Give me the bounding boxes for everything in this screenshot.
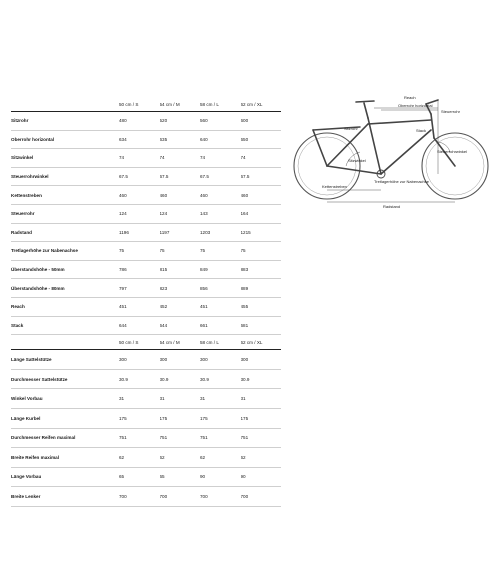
- table-row: [11, 467, 281, 487]
- table-cell: 889: [241, 279, 282, 298]
- column-header: 50 cm / S: [119, 97, 160, 112]
- table-cell: 175: [200, 408, 241, 428]
- table-cell: 644: [160, 316, 201, 335]
- table-cell: 700: [200, 487, 241, 507]
- row-label: Kettenstreben: [11, 186, 119, 205]
- diagram-label-sitzwinkel: Sitzwinkel: [348, 158, 366, 163]
- column-header: 58 cm / L: [200, 97, 241, 112]
- row-label: Stack: [11, 316, 119, 335]
- table-cell: 75: [200, 242, 241, 261]
- table-cell: 635: [160, 130, 201, 149]
- table-cell: 823: [160, 279, 201, 298]
- table-cell: 1203: [200, 223, 241, 242]
- row-label: Länge Vorbau: [11, 467, 119, 487]
- table-cell: 75: [241, 242, 282, 261]
- diagram-label-radstand: Radstand: [383, 204, 401, 209]
- table-cell: 700: [119, 487, 160, 507]
- row-label: Breite Reifen maximal: [11, 448, 119, 468]
- table-cell: 751: [160, 428, 201, 448]
- table-cell: 460: [241, 186, 282, 205]
- table-cell: 62: [241, 448, 282, 468]
- diagram-label-steuerrohr: Steuerrohr: [441, 109, 460, 114]
- table-header-row: [11, 335, 281, 350]
- table-cell: 74: [119, 149, 160, 168]
- table-cell: 175: [160, 408, 201, 428]
- row-label: Sitzrohr: [11, 112, 119, 131]
- table-row: [11, 186, 281, 205]
- table-cell: 75: [119, 242, 160, 261]
- table-cell: 67.5: [160, 167, 201, 186]
- table-row: [11, 279, 281, 298]
- row-label: Länge Kurbel: [11, 408, 119, 428]
- table-cell: 480: [119, 112, 160, 131]
- table-cell: 751: [241, 428, 282, 448]
- table-cell: 460: [200, 186, 241, 205]
- column-header: [11, 335, 119, 350]
- row-label: Steuerrohr: [11, 204, 119, 223]
- bike-geometry-diagram: [288, 90, 493, 215]
- table-row: [11, 112, 281, 131]
- table-cell: 644: [119, 316, 160, 335]
- row-label: Oberrohr horizontal: [11, 130, 119, 149]
- table-cell: 143: [200, 204, 241, 223]
- table-cell: 849: [200, 260, 241, 279]
- row-label: Radstand: [11, 223, 119, 242]
- diagram-label-reach: Reach: [404, 95, 416, 100]
- table-cell: 751: [200, 428, 241, 448]
- geometry-table-frame: [11, 97, 281, 335]
- bike-drawing: [288, 90, 493, 215]
- diagram-label-stack: Stack: [416, 128, 427, 133]
- table-cell: 74: [241, 149, 282, 168]
- column-header: 62 cm / XL: [241, 97, 282, 112]
- table-cell: 175: [241, 408, 282, 428]
- column-header: 58 cm / L: [200, 335, 241, 350]
- diagram-label-steuerrohrwinkel: Steuerrohrwinkel: [437, 149, 468, 154]
- table-cell: 31: [160, 389, 201, 409]
- table-cell: 62: [119, 448, 160, 468]
- table-cell: 67.5: [200, 167, 241, 186]
- table-cell: 700: [241, 487, 282, 507]
- table-cell: 1196: [119, 223, 160, 242]
- table-cell: 30.9: [241, 369, 282, 389]
- table-cell: 451: [200, 297, 241, 316]
- table-cell: 452: [160, 297, 201, 316]
- table-row: [11, 130, 281, 149]
- row-label: Überstandshöhe - 80mm: [11, 279, 119, 298]
- table-cell: 30.9: [119, 369, 160, 389]
- diagram-label-oberrohr: Oberrohr horizontal: [398, 103, 433, 108]
- table-cell: 661: [200, 316, 241, 335]
- table-cell: 560: [200, 112, 241, 131]
- table-cell: 300: [119, 350, 160, 370]
- table-cell: 65: [119, 467, 160, 487]
- diagram-label-kettenstreben: Kettenstreben: [322, 184, 347, 189]
- table-cell: 90: [241, 467, 282, 487]
- column-header: 62 cm / XL: [241, 335, 282, 350]
- table-cell: 30.9: [200, 369, 241, 389]
- table-cell: 75: [160, 242, 201, 261]
- table-cell: 300: [200, 350, 241, 370]
- diagram-label-sitzrohr: Sitzrohr: [344, 126, 358, 131]
- table-cell: 883: [241, 260, 282, 279]
- table-row: [11, 242, 281, 261]
- table-cell: 62: [160, 448, 201, 468]
- table-row: [11, 350, 281, 370]
- table-row: [11, 369, 281, 389]
- column-header: 54 cm / M: [160, 97, 201, 112]
- table-cell: 650: [241, 130, 282, 149]
- table-row: [11, 428, 281, 448]
- table-row: [11, 223, 281, 242]
- row-label: Durchmesser Reifen maximal: [11, 428, 119, 448]
- table-cell: 451: [119, 297, 160, 316]
- row-label: Steuerrohrwinkel: [11, 167, 119, 186]
- table-cell: 67.5: [119, 167, 160, 186]
- table-cell: 124: [119, 204, 160, 223]
- table-cell: 460: [160, 186, 201, 205]
- table-cell: 815: [160, 260, 201, 279]
- table-cell: 31: [119, 389, 160, 409]
- table-row: [11, 316, 281, 335]
- table-cell: 600: [241, 112, 282, 131]
- table-cell: 164: [241, 204, 282, 223]
- table-row: [11, 408, 281, 428]
- table-cell: 634: [119, 130, 160, 149]
- table-cell: 1197: [160, 223, 201, 242]
- table-cell: 300: [241, 350, 282, 370]
- table-cell: 30.9: [160, 369, 201, 389]
- table-cell: 300: [160, 350, 201, 370]
- table-cell: 520: [160, 112, 201, 131]
- table-cell: 455: [241, 297, 282, 316]
- table-cell: 751: [119, 428, 160, 448]
- table-cell: 62: [200, 448, 241, 468]
- table-row: [11, 448, 281, 468]
- table-cell: 67.5: [241, 167, 282, 186]
- table-cell: 65: [160, 467, 201, 487]
- table-cell: 90: [200, 467, 241, 487]
- table-row: [11, 297, 281, 316]
- row-label: Sitzwinkel: [11, 149, 119, 168]
- table-cell: 175: [119, 408, 160, 428]
- column-header: [11, 97, 119, 112]
- table-header-row: [11, 97, 281, 112]
- table-cell: 856: [200, 279, 241, 298]
- table-cell: 640: [200, 130, 241, 149]
- row-label: Winkel Vorbau: [11, 389, 119, 409]
- table-cell: 31: [200, 389, 241, 409]
- table-row: [11, 487, 281, 507]
- geometry-tables: [11, 97, 281, 507]
- table-row: [11, 260, 281, 279]
- table-row: [11, 204, 281, 223]
- table-cell: 786: [119, 260, 160, 279]
- table-cell: 74: [200, 149, 241, 168]
- row-label: Länge Sattelstütze: [11, 350, 119, 370]
- table-cell: 797: [119, 279, 160, 298]
- row-label: Durchmesser Sattelstütze: [11, 369, 119, 389]
- table-cell: 74: [160, 149, 201, 168]
- row-label: Reach: [11, 297, 119, 316]
- geometry-table-components: [11, 335, 281, 507]
- table-row: [11, 389, 281, 409]
- column-header: 54 cm / M: [160, 335, 201, 350]
- table-row: [11, 167, 281, 186]
- table-cell: 1215: [241, 223, 282, 242]
- row-label: Überstandshöhe - 50mm: [11, 260, 119, 279]
- table-cell: 681: [241, 316, 282, 335]
- row-label: Tretlagerhöhe zur Nabenachse: [11, 242, 119, 261]
- row-label: Breite Lenker: [11, 487, 119, 507]
- table-row: [11, 149, 281, 168]
- column-header: 50 cm / S: [119, 335, 160, 350]
- diagram-label-tretlager: Tretlagerhöhe zur Nabenachse: [374, 179, 429, 184]
- table-cell: 124: [160, 204, 201, 223]
- table-cell: 700: [160, 487, 201, 507]
- table-cell: 31: [241, 389, 282, 409]
- table-cell: 460: [119, 186, 160, 205]
